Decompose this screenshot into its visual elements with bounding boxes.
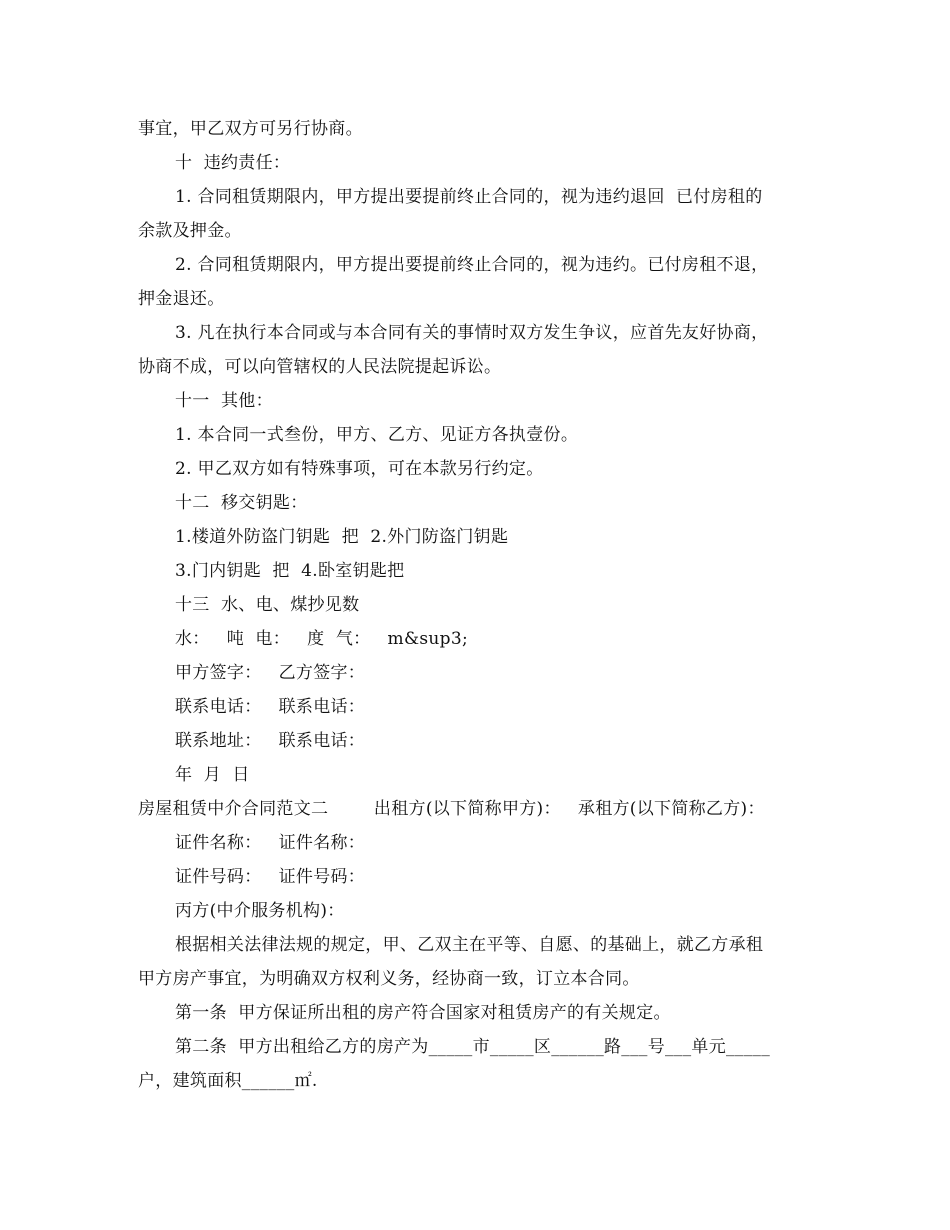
text-line: 3. 凡在执行本合同或与本合同有关的事情时双方发生争议，应首先友好协商， <box>175 323 769 343</box>
text-line: 1. 本合同一式叁份，甲方、乙方、见证方各执壹份。 <box>175 425 579 445</box>
text-line: 甲方房产事宜，为明确双方权利义务，经协商一致，订立本合同。 <box>138 969 640 989</box>
section-heading: 十一 其他： <box>175 391 273 411</box>
section-heading: 十二 移交钥匙： <box>175 493 308 513</box>
section-heading: 十 违约责任： <box>175 153 291 173</box>
text-line: 丙方(中介服务机构)： <box>175 901 345 921</box>
text-line: 1. 合同租赁期限内，甲方提出要提前终止合同的，视为违约退回 已付房租的 <box>175 187 763 207</box>
text-line: 联系地址： 联系电话： <box>175 731 366 751</box>
text-line: 年 月 日 <box>175 765 250 785</box>
text-line: 余款及押金。 <box>138 221 242 241</box>
text-line: 根据相关法律法规的规定，甲、乙双主在平等、自愿、的基础上，就乙方承租 <box>175 935 764 955</box>
text-line: 甲方签字： 乙方签字： <box>175 663 366 683</box>
text-line: 第二条 甲方出租给乙方的房产为_____市_____区______路___号___单元_____ <box>175 1037 771 1057</box>
document-title-line: 房屋租赁中介合同范文二 出租方(以下简称甲方)： 承租方(以下简称乙方)： <box>138 799 765 819</box>
text-line: 证件名称： 证件名称： <box>175 833 366 853</box>
text-line: 事宜，甲乙双方可另行协商。 <box>138 119 363 139</box>
text-line: 证件号码： 证件号码： <box>175 867 366 887</box>
text-line: 押金退还。 <box>138 289 225 309</box>
text-line: 第一条 甲方保证所出租的房产符合国家对租赁房产的有关规定。 <box>175 1003 671 1023</box>
text-line: 1.楼道外防盗门钥匙 把 2.外门防盗门钥匙 <box>175 527 509 547</box>
text-line: 联系电话： 联系电话： <box>175 697 366 717</box>
text-line: 2. 合同租赁期限内，甲方提出要提前终止合同的，视为违约。已付房租不退， <box>175 255 769 275</box>
text-line: 户，建筑面积______㎡. <box>138 1071 318 1091</box>
text-line: 协商不成，可以向管辖权的人民法院提起诉讼。 <box>138 357 502 377</box>
text-line: 2. 甲乙双方如有特殊事项，可在本款另行约定。 <box>175 459 544 479</box>
section-heading: 十三 水、电、煤抄见数 <box>175 595 360 615</box>
text-line: 3.门内钥匙 把 4.卧室钥匙把 <box>175 561 405 581</box>
text-line: 水： 吨 电： 度 气： m&sup3; <box>175 629 468 649</box>
